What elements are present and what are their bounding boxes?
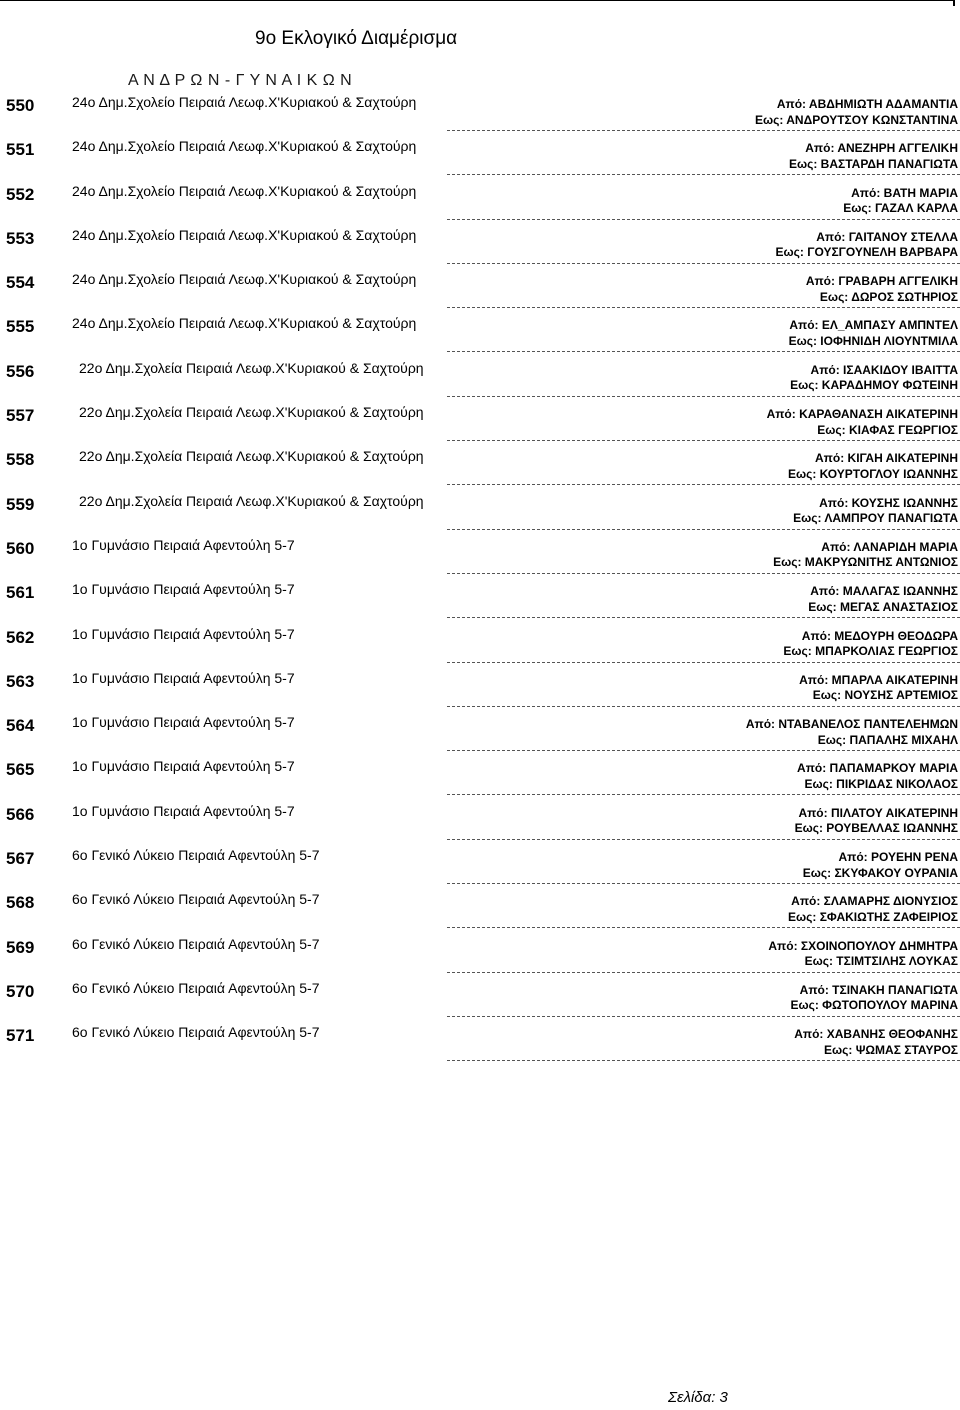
range-from: Από: ΝΤΑΒΑΝΕΛΟΣ ΠΑΝΤΕΛΕΗΜΩΝ — [745, 717, 958, 732]
row-separator — [447, 839, 960, 840]
station-location: 24ο Δημ.Σχολείο Πειραιά Λεωφ.Χ'Κυριακού & Σαχτούρη — [72, 271, 417, 288]
station-row — [0, 360, 960, 404]
row-separator — [447, 130, 960, 131]
station-row — [0, 537, 960, 581]
station-row — [0, 227, 960, 271]
range-from: Από: ΜΑΛΑΓΑΣ ΙΩΑΝΝΗΣ — [810, 584, 958, 599]
station-number: 555 — [6, 317, 35, 337]
range-to: Εως: ΦΩΤΟΠΟΥΛΟΥ ΜΑΡΙΝΑ — [790, 998, 958, 1013]
row-separator — [447, 617, 960, 618]
row-separator — [447, 351, 960, 352]
station-number: 565 — [6, 760, 35, 780]
station-row — [0, 1024, 960, 1068]
station-location: 22ο Δημ.Σχολεία Πειραιά Λεωφ.Χ'Κυριακού & Σαχτούρη — [79, 404, 424, 421]
surname-range — [789, 141, 958, 172]
range-from: Από: ΣΧΟΙΝΟΠΟΥΛΟΥ ΔΗΜΗΤΡΑ — [768, 938, 958, 953]
range-from: Από: ΙΣΑΑΚΙΔΟΥ ΙΒΑΙΤΤΑ — [810, 362, 958, 377]
surname-range — [746, 717, 958, 748]
range-to: Εως: ΜΑΚΡΥΩΝΙΤΗΣ ΑΝΤΩΝΙΟΣ — [773, 555, 958, 570]
range-to: Εως: ΜΕΓΑΣ ΑΝΑΣΤΑΣΙΟΣ — [808, 599, 958, 614]
station-row — [0, 271, 960, 315]
station-location: 24ο Δημ.Σχολείο Πειραιά Λεωφ.Χ'Κυριακού & Σαχτούρη — [72, 94, 417, 110]
range-from: Από: ΓΑΙΤΑΝΟΥ ΣΤΕΛΛΑ — [816, 229, 958, 244]
surname-range — [790, 983, 958, 1014]
range-from: Από: ΠΑΠΑΜΑΡΚΟΥ ΜΑΡΙΑ — [797, 761, 958, 776]
surname-range — [808, 584, 958, 615]
range-from: Από: ΠΙΛΑΤΟΥ ΑΙΚΑΤΕΡΙΝΗ — [798, 805, 958, 820]
row-separator — [447, 706, 960, 707]
station-location: 1ο Γυμνάσιο Πειραιά Αφεντούλη 5-7 — [72, 802, 295, 819]
station-number: 562 — [6, 627, 35, 647]
station-number: 550 — [6, 96, 35, 115]
station-location: 6ο Γενικό Λύκειο Πειραιά Αφεντούλη 5-7 — [72, 935, 320, 952]
page-subtitle: Α Ν Δ Ρ Ω Ν - Γ Υ Ν Α Ι Κ Ω Ν — [128, 72, 353, 89]
station-row — [0, 581, 960, 625]
station-number: 564 — [6, 716, 35, 736]
station-row — [0, 670, 960, 714]
station-location: 6ο Γενικό Λύκειο Πειραιά Αφεντούλη 5-7 — [72, 891, 320, 908]
surname-range — [767, 407, 958, 438]
surname-range — [793, 496, 958, 527]
station-row — [0, 891, 960, 935]
row-separator — [447, 750, 960, 751]
station-number: 563 — [6, 671, 35, 691]
station-number: 567 — [6, 849, 35, 869]
station-number: 568 — [6, 893, 35, 913]
range-from: Από: ΕΛ_ΑΜΠΑΣΥ ΑΜΠΝΤΕΛ — [789, 318, 958, 333]
row-separator — [447, 927, 960, 928]
station-number: 557 — [6, 406, 35, 426]
station-row — [0, 493, 960, 537]
station-location: 6ο Γενικό Λύκειο Πειραιά Αφεντούλη 5-7 — [72, 847, 320, 864]
surname-range — [783, 629, 958, 660]
station-number: 551 — [6, 140, 35, 160]
row-separator — [447, 440, 960, 441]
range-to: Εως: ΓΑΖΑΛ ΚΑΡΛΑ — [843, 201, 958, 216]
surname-range — [843, 186, 958, 217]
row-separator — [447, 883, 960, 884]
station-number: 558 — [6, 450, 35, 470]
range-to: Εως: ΜΠΑΡΚΟΛΙΑΣ ΓΕΩΡΓΙΟΣ — [783, 644, 958, 659]
range-from: Από: ΑΒΔΗΜΙΩΤΗ ΑΔΑΜΑΝΤΙΑ — [776, 97, 958, 111]
station-number: 561 — [6, 583, 35, 603]
station-number: 553 — [6, 228, 35, 248]
station-location: 6ο Γενικό Λύκειο Πειραιά Αφεντούλη 5-7 — [72, 1024, 320, 1041]
surname-range — [803, 850, 958, 881]
range-to: Εως: ΤΣΙΜΤΣΙΛΗΣ ΛΟΥΚΑΣ — [804, 954, 958, 969]
row-separator — [447, 662, 960, 663]
station-location: 22ο Δημ.Σχολεία Πειραιά Λεωφ.Χ'Κυριακού & Σαχτούρη — [79, 492, 424, 509]
row-separator — [447, 529, 960, 530]
range-to: Εως: ΙΟΦΗΝΙΔΗ ΛΙΟΥΝΤΜΙΛΑ — [788, 333, 958, 348]
range-from: Από: ΧΑΒΑΝΗΣ ΘΕΟΦΑΝΗΣ — [794, 1027, 958, 1042]
station-row — [0, 936, 960, 980]
range-to: Εως: ΓΟΥΣΓΟΥΝΕΛΗ ΒΑΡΒΑΡΑ — [775, 245, 958, 260]
station-number: 571 — [6, 1026, 35, 1046]
surname-range — [795, 806, 958, 837]
station-location: 6ο Γενικό Λύκειο Πειραιά Αφεντούλη 5-7 — [72, 979, 320, 996]
station-row — [0, 980, 960, 1024]
range-to: Εως: ΚΑΡΑΔΗΜΟΥ ΦΩΤΕΙΝΗ — [790, 378, 958, 393]
station-row — [0, 138, 960, 182]
range-to: Εως: ΣΦΑΚΙΩΤΗΣ ΖΑΦΕΙΡΙΟΣ — [788, 909, 958, 924]
station-location: 1ο Γυμνάσιο Πειραιά Αφεντούλη 5-7 — [72, 536, 295, 553]
row-separator — [447, 1060, 960, 1061]
row-separator — [447, 396, 960, 397]
station-location: 22ο Δημ.Σχολεία Πειραιά Λεωφ.Χ'Κυριακού & Σαχτούρη — [79, 359, 424, 376]
range-from: Από: ΛΑΝΑΡΙΔΗ ΜΑΡΙΑ — [821, 539, 958, 554]
range-to: Εως: ΡΟΥΒΕΛΛΑΣ ΙΩΑΝΝΗΣ — [794, 821, 958, 836]
surname-range — [776, 230, 958, 261]
station-number: 560 — [6, 538, 35, 558]
range-to: Εως: ΑΝΔΡΟΥΤΣΟΥ ΚΩΝΣΤΑΝΤΙΝΑ — [754, 112, 958, 127]
row-separator — [447, 219, 960, 220]
surname-range — [799, 673, 958, 704]
station-location: 24ο Δημ.Σχολείο Πειραιά Λεωφ.Χ'Κυριακού & Σαχτούρη — [72, 182, 417, 199]
station-row — [0, 448, 960, 492]
station-number: 570 — [6, 981, 35, 1001]
page-title: 9ο Εκλογικό Διαμέρισμα — [255, 28, 458, 49]
range-to: Εως: ΒΑΣΤΑΡΔΗ ΠΑΝΑΓΙΩΤΑ — [788, 156, 958, 171]
station-number: 566 — [6, 804, 35, 824]
station-location: 22ο Δημ.Σχολεία Πειραιά Λεωφ.Χ'Κυριακού & Σαχτούρη — [79, 448, 424, 465]
surname-range — [788, 894, 958, 925]
row-separator — [447, 972, 960, 973]
station-location: 1ο Γυμνάσιο Πειραιά Αφεντούλη 5-7 — [72, 581, 295, 598]
range-from: Από: ΣΛΑΜΑΡΗΣ ΔΙΟΝΥΣΙΟΣ — [791, 894, 958, 909]
row-separator — [447, 573, 960, 574]
station-row — [0, 626, 960, 670]
station-row — [0, 183, 960, 227]
station-number: 559 — [6, 494, 35, 514]
range-to: Εως: ΔΩΡΟΣ ΣΩΤΗΡΙΟΣ — [819, 289, 958, 304]
surname-range — [806, 274, 958, 305]
station-row — [0, 315, 960, 359]
row-separator — [447, 263, 960, 264]
range-from: Από: ΡΟΥΕΗΝ ΡΕΝΑ — [838, 850, 958, 865]
top-rule — [0, 0, 953, 1]
station-row — [0, 404, 960, 448]
station-row — [0, 758, 960, 802]
station-number: 552 — [6, 184, 35, 204]
station-location: 24ο Δημ.Σχολείο Πειραιά Λεωφ.Χ'Κυριακού & Σαχτούρη — [72, 138, 417, 155]
surname-range — [789, 318, 958, 349]
row-separator — [447, 1016, 960, 1017]
range-from: Από: ΓΡΑΒΑΡΗ ΑΓΓΕΛΙΚΗ — [805, 274, 958, 289]
range-from: Από: ΚΟΥΣΗΣ ΙΩΑΝΝΗΣ — [819, 495, 958, 510]
range-from: Από: ΚΙΓΑΗ ΑΙΚΑΤΕΡΙΝΗ — [815, 451, 958, 466]
polling-station-list — [0, 94, 960, 1069]
surname-range — [797, 761, 958, 792]
station-row — [0, 94, 960, 138]
surname-range — [790, 363, 958, 394]
page-number: Σελίδα: 3 — [668, 1389, 728, 1406]
range-to: Εως: ΝΟΥΣΗΣ ΑΡΤΕΜΙΟΣ — [812, 688, 958, 703]
surname-range — [768, 939, 958, 970]
range-from: Από: ΑΝΕΖΗΡΗ ΑΓΓΕΛΙΚΗ — [805, 141, 958, 156]
station-number: 569 — [6, 937, 35, 957]
station-number: 554 — [6, 273, 35, 293]
range-to: Εως: ΨΩΜΑΣ ΣΤΑΥΡΟΣ — [824, 1042, 958, 1057]
station-location: 1ο Γυμνάσιο Πειραιά Αφεντούλη 5-7 — [72, 714, 295, 731]
range-from: Από: ΚΑΡΑΘΑΝΑΣΗ ΑΙΚΑΤΕΡΙΝΗ — [766, 407, 958, 422]
surname-range — [794, 1027, 958, 1058]
row-separator — [447, 174, 960, 175]
row-separator — [447, 307, 960, 308]
row-separator — [447, 484, 960, 485]
surname-range — [788, 451, 958, 482]
range-from: Από: ΒΑΤΗ ΜΑΡΙΑ — [851, 185, 958, 200]
station-location: 24ο Δημ.Σχολείο Πειραιά Λεωφ.Χ'Κυριακού & Σαχτούρη — [72, 226, 417, 243]
range-to: Εως: ΠΑΠΑΛΗΣ ΜΙΧΑΗΛ — [817, 732, 958, 747]
range-to: Εως: ΚΟΥΡΤΟΓΛΟΥ ΙΩΑΝΝΗΣ — [787, 466, 958, 481]
station-location: 24ο Δημ.Σχολείο Πειραιά Λεωφ.Χ'Κυριακού & Σαχτούρη — [72, 315, 417, 332]
surname-range — [755, 97, 958, 128]
row-separator — [447, 794, 960, 795]
station-row — [0, 847, 960, 891]
surname-range — [773, 540, 958, 571]
range-to: Εως: ΚΙΑΦΑΣ ΓΕΩΡΓΙΟΣ — [817, 422, 958, 437]
station-location: 1ο Γυμνάσιο Πειραιά Αφεντούλη 5-7 — [72, 625, 295, 642]
station-row — [0, 714, 960, 758]
top-rule-end — [953, 0, 955, 6]
range-to: Εως: ΠΙΚΡΙΔΑΣ ΝΙΚΟΛΑΟΣ — [804, 776, 958, 791]
station-location: 1ο Γυμνάσιο Πειραιά Αφεντούλη 5-7 — [72, 669, 295, 686]
station-row — [0, 803, 960, 847]
range-from: Από: ΜΠΑΡΛΑ ΑΙΚΑΤΕΡΙΝΗ — [799, 672, 958, 687]
station-number: 556 — [6, 361, 35, 381]
range-from: Από: ΤΣΙΝΑΚΗ ΠΑΝΑΓΙΩΤΑ — [799, 982, 958, 997]
range-to: Εως: ΛΑΜΠΡΟΥ ΠΑΝΑΓΙΩΤΑ — [793, 511, 958, 526]
station-location: 1ο Γυμνάσιο Πειραιά Αφεντούλη 5-7 — [72, 758, 295, 775]
range-to: Εως: ΣΚΥΦΑΚΟΥ ΟΥΡΑΝΙΑ — [802, 865, 958, 880]
range-from: Από: ΜΕΔΟΥΡΗ ΘΕΟΔΩΡΑ — [801, 628, 958, 643]
